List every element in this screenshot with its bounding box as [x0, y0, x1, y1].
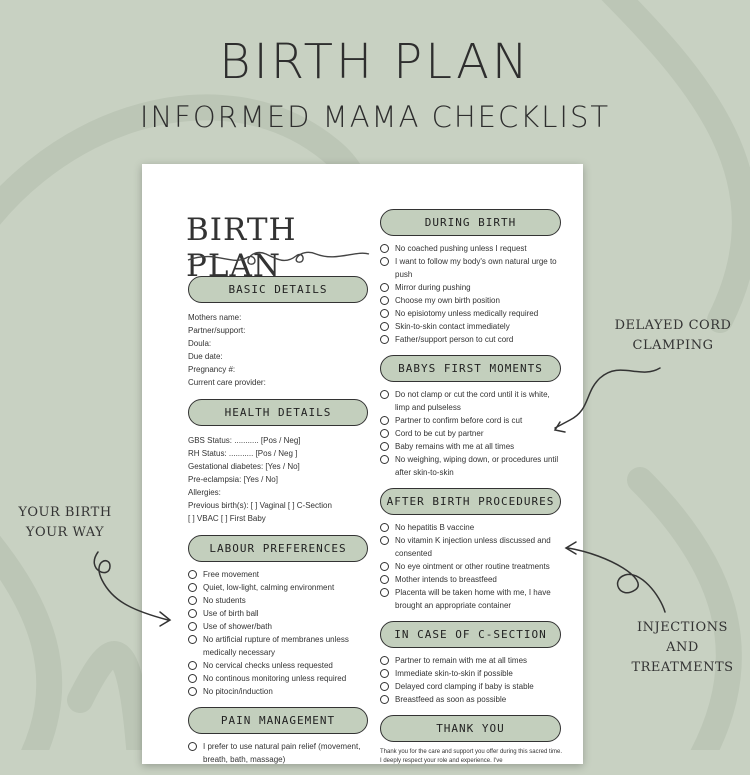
checklist-item-label: I want to follow my body's own natural urge to push	[395, 257, 557, 279]
arrow-delayed-cord	[555, 368, 660, 428]
field-label: Previous birth(s): [ ] Vaginal [ ] C-Section	[188, 501, 332, 510]
checklist-item-label: No pitocin/induction	[203, 687, 273, 696]
field-label: Allergies:	[188, 488, 221, 497]
checklist-item-label: No continous monitoring unless required	[203, 674, 347, 683]
c-section-heading: IN CASE OF C-SECTION	[380, 621, 561, 648]
checklist-item-label: No coached pushing unless I request	[395, 244, 527, 253]
checklist-item-label: No vitamin K injection unless discussed and consented	[395, 536, 551, 558]
checklist-item-label: Choose my own birth position	[395, 296, 500, 305]
checklist-item-label: No hepatitis B vaccine	[395, 523, 475, 532]
field-label: Partner/support:	[188, 326, 246, 335]
checklist-item-label: Breastfeed as soon as possible	[395, 695, 507, 704]
field-label: Doula:	[188, 339, 212, 348]
checklist-item-label: No students	[203, 596, 246, 605]
field-label: Current care provider:	[188, 378, 266, 387]
checklist-item-label: No episiotomy unless medically required	[395, 309, 539, 318]
checklist-item-label: Partner to remain with me at all times	[395, 656, 528, 665]
field-label: [ ] VBAC [ ] First Baby	[188, 514, 266, 523]
checklist-item-label: Mother intends to breastfeed	[395, 575, 497, 584]
checklist-item-label: Baby remains with me at all times	[395, 442, 515, 451]
page-subtitle: INFORMED MAMA CHECKLIST	[139, 100, 611, 134]
field-label: Due date:	[188, 352, 223, 361]
checklist-item-label: Father/support person to cut cord	[395, 335, 514, 344]
babys-first-moments-heading: BABYS FIRST MOMENTS	[380, 355, 561, 382]
field-label: Pre-eclampsia: [Yes / No]	[188, 475, 278, 484]
checklist-item-label: Delayed cord clamping if baby is stable	[395, 682, 534, 691]
checklist-item-label: I prefer to use natural pain relief (movement, breath, bath, massage)	[203, 742, 361, 764]
checklist-item-label: Quiet, low-light, calming environment	[203, 583, 335, 592]
thank-you-note: Thank you for the care and support you offer during this sacred time. I deeply respect your role and experience. I've	[380, 749, 562, 764]
checklist-item-label: Do not clamp or cut the cord until it is white, limp and pulseless	[395, 390, 550, 412]
callout-injections: INJECTIONS AND TREATMENTS	[631, 620, 734, 675]
pain-management-heading: PAIN MANAGEMENT	[188, 707, 368, 734]
after-birth-procedures-heading: AFTER BIRTH PROCEDURES	[380, 488, 561, 515]
checklist-item-label: Immediate skin-to-skin if possible	[395, 669, 513, 678]
callout-delayed-cord: DELAYED CORD CLAMPING	[614, 318, 732, 353]
checklist-item-label: Skin-to-skin contact immediately	[395, 322, 510, 331]
checklist-item-label: No eye ointment or other routine treatments	[395, 562, 550, 571]
checklist-item-label: Use of shower/bath	[203, 622, 272, 631]
field-label: Mothers name:	[188, 313, 242, 322]
arrow-injections	[568, 548, 665, 612]
basic-details-heading: BASIC DETAILS	[188, 276, 368, 303]
checklist-item-label: Mirror during pushing	[395, 283, 471, 292]
checklist-item-label: No weighing, wiping down, or procedures until after skin-to-skin	[395, 455, 559, 477]
checklist-item-label: Placenta will be taken home with me, I have brought an appropriate container	[395, 588, 551, 610]
checklist-item-label: Free movement	[203, 570, 260, 579]
thank-you-heading: THANK YOU	[380, 715, 561, 742]
callout-your-birth: YOUR BIRTH YOUR WAY	[18, 505, 112, 540]
field-label: GBS Status: ........... [Pos / Neg]	[188, 436, 301, 445]
checklist-item-label: No cervical checks unless requested	[203, 661, 333, 670]
logo-text: BIRTH PLAN	[186, 212, 297, 284]
arrow-your-birth	[94, 552, 168, 620]
field-label: Gestational diabetes: [Yes / No]	[188, 462, 300, 471]
health-details-heading: HEALTH DETAILS	[188, 399, 368, 426]
field-label: Pregnancy #:	[188, 365, 236, 374]
checklist-item-label: No artificial rupture of membranes unless medically necessary	[203, 635, 349, 657]
checklist-item-label: Use of birth ball	[203, 609, 259, 618]
checklist-item-label: Partner to confirm before cord is cut	[395, 416, 523, 425]
page-title: BIRTH PLAN	[219, 34, 531, 90]
checklist-item-label: Cord to be cut by partner	[395, 429, 484, 438]
field-label: RH Status: ........... [Pos / Neg ]	[188, 449, 298, 458]
during-birth-heading: DURING BIRTH	[380, 209, 561, 236]
labour-preferences-heading: LABOUR PREFERENCES	[188, 535, 368, 562]
